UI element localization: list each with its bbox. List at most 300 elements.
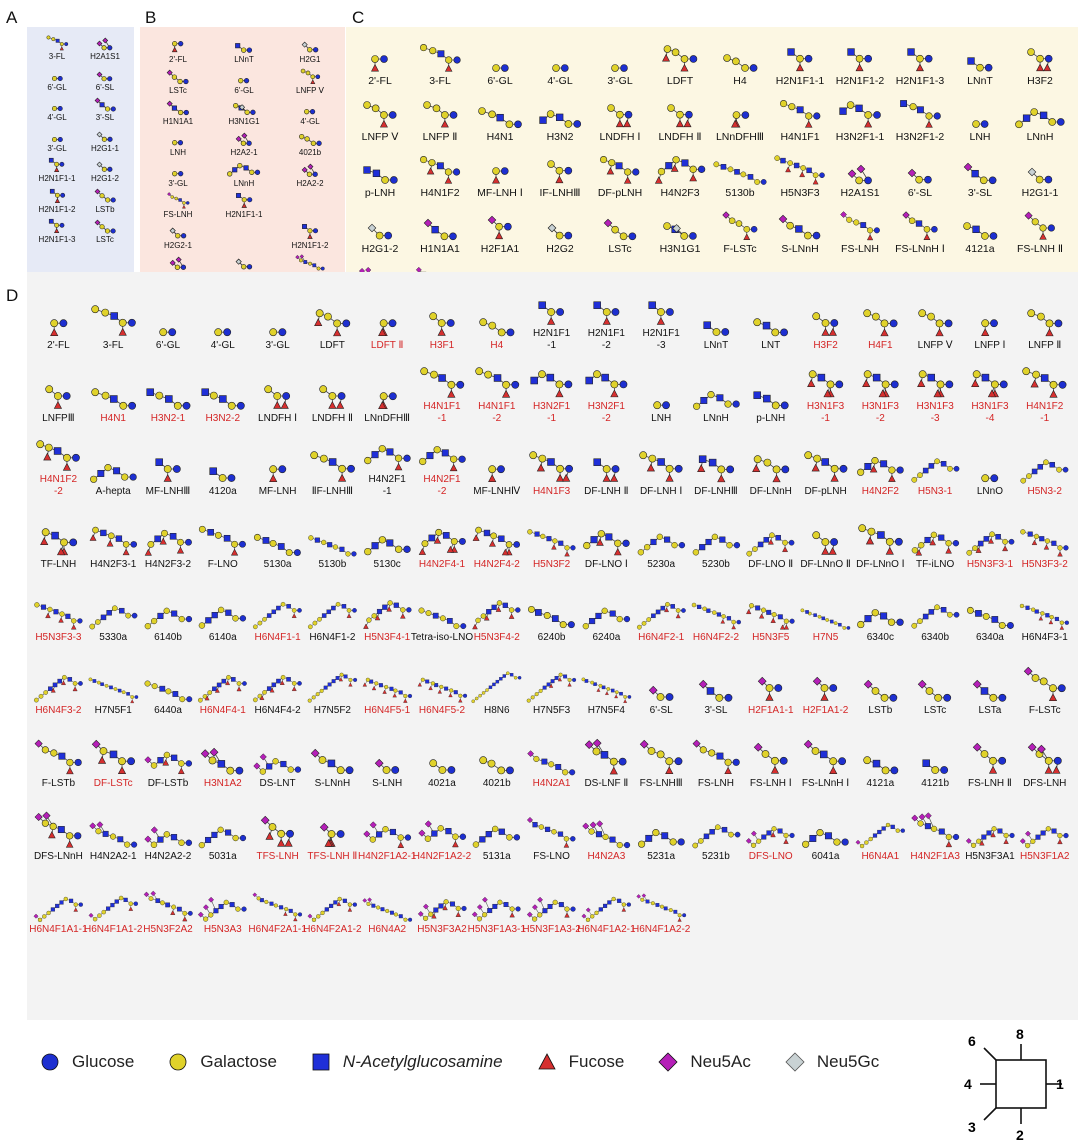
galactose-symbol bbox=[376, 906, 380, 910]
glycan-label: LNFPⅢ bbox=[42, 412, 75, 424]
galactose-symbol bbox=[437, 826, 443, 832]
galactose-symbol bbox=[556, 232, 563, 239]
glycan-label: H1N1A1 bbox=[162, 116, 194, 126]
galactose-symbol bbox=[593, 371, 600, 378]
galactose-symbol bbox=[476, 527, 482, 533]
glycan-cell bbox=[31, 716, 86, 789]
glucose-symbol bbox=[183, 402, 190, 409]
fucose-symbol bbox=[107, 541, 113, 547]
glcnac-symbol bbox=[504, 902, 509, 907]
glycan-structure bbox=[772, 153, 827, 187]
glycan-cell bbox=[86, 570, 141, 643]
glycan-cell bbox=[1017, 497, 1072, 570]
galactose-symbol bbox=[475, 367, 482, 374]
glycan-label: 3'-GL bbox=[607, 74, 633, 87]
glcnac-symbol bbox=[929, 464, 934, 469]
glycan-structure bbox=[905, 166, 935, 187]
glycan-structure bbox=[660, 219, 700, 243]
neu5ac-symbol bbox=[308, 164, 313, 169]
fucose-symbol bbox=[684, 120, 691, 127]
glucose-symbol bbox=[316, 141, 321, 146]
glycan-label: H3N2-2 bbox=[205, 412, 241, 424]
glycan-label: H5N3F3-3 bbox=[35, 631, 82, 643]
galactose-symbol bbox=[105, 198, 109, 202]
glycan-structure bbox=[536, 107, 584, 131]
glycan-label: FS-LNnH Ⅰ bbox=[895, 242, 945, 255]
linkage-key-2: 2 bbox=[1016, 1127, 1024, 1143]
galactose-symbol bbox=[242, 197, 246, 201]
glycan-label: LNFP Ⅴ bbox=[361, 130, 399, 143]
galactose-symbol bbox=[458, 694, 462, 698]
glcnac-symbol bbox=[882, 827, 886, 831]
glycan-cell bbox=[415, 716, 470, 789]
glucose-symbol bbox=[831, 319, 838, 326]
galactose-symbol bbox=[374, 681, 378, 685]
glucose-symbol bbox=[1054, 757, 1061, 764]
glycan-cell bbox=[853, 789, 908, 862]
glcnac-symbol bbox=[734, 169, 739, 174]
glcnac-symbol bbox=[542, 759, 547, 764]
glcnac-symbol bbox=[373, 170, 380, 177]
panel-c bbox=[346, 27, 1078, 275]
glycan-structure bbox=[33, 437, 83, 474]
glycan-cell bbox=[415, 424, 470, 497]
galactose-symbol bbox=[105, 107, 109, 111]
galactose-circle-icon bbox=[168, 1052, 188, 1072]
fucose-symbol bbox=[771, 767, 778, 774]
glcnac-symbol bbox=[302, 224, 306, 228]
glycan-cell bbox=[31, 278, 86, 351]
glycan-label: FS-LNH Ⅱ bbox=[968, 777, 1012, 789]
galactose-symbol bbox=[911, 624, 916, 629]
glcnac-symbol bbox=[381, 908, 385, 912]
glycan-label: H6N4F1-2 bbox=[309, 631, 356, 643]
neu5ac-symbol bbox=[367, 898, 371, 902]
galactose-symbol bbox=[55, 162, 59, 166]
legend-neu5gc-label: Neu5Gc bbox=[816, 1052, 880, 1071]
galactose-symbol bbox=[911, 478, 916, 483]
glycan-structure bbox=[196, 673, 249, 705]
galactose-symbol bbox=[772, 827, 777, 832]
galactose-symbol bbox=[104, 464, 111, 471]
galactose-symbol bbox=[384, 685, 388, 689]
galactose-symbol bbox=[642, 621, 646, 625]
fucose-symbol bbox=[382, 690, 386, 694]
galactose-symbol bbox=[95, 619, 100, 624]
glycan-structure bbox=[306, 600, 359, 631]
galactose-symbol bbox=[425, 836, 431, 842]
glcnac-symbol bbox=[110, 395, 117, 402]
galactose-symbol bbox=[638, 550, 644, 556]
glucose-symbol bbox=[458, 455, 465, 462]
galactose-symbol bbox=[549, 761, 555, 767]
fucose-symbol bbox=[617, 120, 624, 127]
neu5ac-symbol bbox=[919, 814, 925, 820]
galactose-symbol bbox=[888, 619, 895, 626]
glycan-structure bbox=[635, 600, 688, 632]
galactose-symbol bbox=[71, 618, 76, 623]
glycan-label: H4N2F3-2 bbox=[144, 558, 192, 570]
fucose-symbol bbox=[417, 683, 421, 687]
glcnac-symbol bbox=[329, 904, 333, 908]
galactose-symbol bbox=[42, 914, 46, 918]
galactose-symbol bbox=[595, 911, 599, 915]
glcnac-symbol bbox=[377, 609, 382, 614]
glcnac-symbol bbox=[304, 260, 307, 263]
glycan-structure bbox=[306, 533, 359, 559]
glcnac-symbol bbox=[540, 117, 547, 124]
glycan-structure bbox=[299, 67, 322, 86]
glycan-cell bbox=[470, 199, 530, 255]
neu5ac-symbol bbox=[532, 904, 537, 909]
glycan-label: LSTb bbox=[95, 204, 115, 214]
glycan-label: 5330a bbox=[99, 631, 128, 643]
fucose-symbol bbox=[821, 694, 828, 701]
glycan-cell bbox=[908, 716, 963, 789]
galactose-symbol bbox=[125, 613, 130, 618]
neu5ac-symbol bbox=[1026, 831, 1031, 836]
glycan-structure bbox=[472, 364, 522, 401]
fucose-symbol bbox=[867, 235, 873, 240]
glucose-symbol bbox=[511, 381, 518, 388]
galactose-symbol bbox=[716, 694, 723, 701]
fucose-symbol bbox=[698, 465, 705, 472]
galactose-symbol bbox=[304, 136, 309, 141]
glycan-label: H4N1 bbox=[100, 412, 126, 424]
glcnac-symbol bbox=[212, 832, 218, 838]
glycan-label: FS-LNHⅢ bbox=[639, 777, 683, 789]
glucose-symbol bbox=[925, 55, 932, 62]
glycan-label: H5N3F3-2 bbox=[1021, 558, 1068, 570]
galactose-symbol bbox=[478, 107, 485, 114]
fucose-symbol bbox=[866, 537, 873, 544]
galactose-symbol bbox=[99, 194, 103, 198]
glcnac-symbol bbox=[700, 397, 706, 403]
glucose-symbol bbox=[991, 319, 998, 326]
glcnac-symbol bbox=[496, 680, 499, 683]
glucose-symbol bbox=[954, 613, 959, 618]
glcnac-symbol bbox=[593, 682, 596, 685]
galactose-symbol bbox=[263, 691, 267, 695]
glycan-structure bbox=[306, 895, 359, 924]
glycan-cell bbox=[31, 351, 86, 424]
glycan-label: A-hepta bbox=[95, 485, 131, 497]
glycan-structure bbox=[750, 388, 792, 413]
glcnac-symbol bbox=[450, 902, 455, 907]
galactose-symbol bbox=[336, 603, 340, 607]
galactose-symbol bbox=[541, 534, 546, 539]
glcnac-symbol bbox=[281, 761, 287, 767]
glucose-symbol bbox=[389, 392, 396, 399]
fucose-symbol bbox=[386, 607, 391, 612]
galactose-symbol bbox=[420, 156, 427, 163]
glycan-label: 3'-SL bbox=[95, 113, 115, 123]
glucose-symbol bbox=[179, 141, 184, 146]
galactose-symbol bbox=[732, 58, 739, 65]
galactose-symbol bbox=[657, 751, 664, 758]
fucose-triangle-icon bbox=[537, 1052, 557, 1072]
galactose-symbol bbox=[42, 528, 49, 535]
glycan-structure bbox=[93, 187, 118, 205]
glcnac-symbol bbox=[376, 831, 382, 837]
glucose-symbol bbox=[698, 166, 705, 173]
glycan-label: LNFP Ⅴ bbox=[296, 85, 324, 95]
glcnac-symbol bbox=[333, 900, 337, 904]
glcnac-symbol bbox=[287, 678, 291, 682]
fucose-symbol bbox=[1058, 839, 1063, 844]
galactose-symbol bbox=[976, 839, 981, 844]
glycan-label: H7N5 bbox=[812, 631, 839, 643]
glycan-grid-d bbox=[31, 278, 1072, 935]
galactose-symbol bbox=[481, 613, 486, 618]
glycan-cell bbox=[86, 716, 141, 789]
galactose-symbol bbox=[102, 46, 106, 50]
galactose-symbol bbox=[582, 678, 585, 681]
fucose-symbol bbox=[61, 681, 65, 685]
glucose-symbol bbox=[1045, 176, 1052, 183]
glycan-label: LNnO bbox=[976, 485, 1003, 497]
fucose-symbol bbox=[563, 475, 570, 482]
glycan-grid-c bbox=[350, 31, 1070, 311]
glycan-structure bbox=[475, 104, 525, 131]
fucose-symbol bbox=[74, 907, 78, 911]
galactose-symbol bbox=[857, 469, 864, 476]
galactose-symbol bbox=[1031, 108, 1038, 115]
glcnac-symbol bbox=[50, 220, 54, 224]
glycan-cell bbox=[770, 87, 830, 143]
glcnac-symbol bbox=[66, 614, 71, 619]
galactose-symbol bbox=[821, 684, 828, 691]
glycan-structure bbox=[728, 108, 752, 131]
glucose-symbol bbox=[59, 319, 66, 326]
galactose-symbol bbox=[692, 603, 696, 607]
glcnac-symbol bbox=[344, 675, 348, 679]
glycan-structure bbox=[1021, 664, 1069, 705]
fucose-symbol bbox=[731, 625, 735, 629]
neu5ac-symbol bbox=[103, 38, 108, 43]
glucose-symbol bbox=[405, 834, 411, 840]
galactose-symbol bbox=[419, 458, 426, 465]
galactose-symbol bbox=[872, 610, 879, 617]
glcnac-symbol bbox=[106, 907, 110, 911]
fucose-symbol bbox=[98, 756, 105, 763]
glcnac-symbol bbox=[329, 459, 336, 466]
glcnac-symbol bbox=[327, 610, 331, 614]
glucose-symbol bbox=[633, 169, 640, 176]
glycan-label: 5231b bbox=[702, 850, 730, 862]
glycan-label: H7N5F3 bbox=[532, 704, 571, 716]
glcnac-symbol bbox=[722, 827, 727, 832]
glucose-symbol bbox=[805, 55, 812, 62]
galactose-symbol bbox=[601, 156, 608, 163]
galactose-symbol bbox=[199, 842, 205, 848]
glycan-label: H2G1-1 bbox=[1021, 186, 1059, 199]
galactose-symbol bbox=[48, 607, 53, 612]
glycan-label: H3N2F1 -1 bbox=[532, 401, 571, 424]
glucose-symbol bbox=[498, 465, 505, 472]
glycan-label: 4'-GL bbox=[300, 116, 320, 126]
galactose-symbol bbox=[707, 391, 714, 398]
galactose-symbol bbox=[475, 697, 478, 700]
fucose-symbol bbox=[946, 842, 952, 847]
glcnac-symbol bbox=[442, 449, 448, 455]
glycan-label: 4121a bbox=[965, 242, 995, 255]
glycan-label: LDFT bbox=[666, 74, 694, 87]
galactose-symbol bbox=[640, 452, 647, 459]
glcnac-symbol bbox=[776, 535, 781, 540]
glucose-symbol bbox=[789, 540, 794, 545]
fucose-symbol bbox=[434, 538, 440, 544]
glycan-structure bbox=[489, 61, 512, 75]
glcnac-symbol bbox=[1023, 114, 1030, 121]
glycan-label: 5130b bbox=[318, 558, 347, 570]
glycan-cell bbox=[634, 643, 689, 716]
glycan-cell bbox=[250, 351, 305, 424]
glucose-symbol bbox=[248, 48, 253, 53]
glycan-structure bbox=[755, 674, 786, 704]
glycan-cell bbox=[770, 199, 830, 255]
glucose-symbol bbox=[732, 759, 739, 766]
galactose-symbol bbox=[846, 217, 852, 223]
galactose-symbol bbox=[889, 467, 896, 474]
galactose-symbol bbox=[74, 902, 78, 906]
glucose-symbol bbox=[813, 232, 820, 239]
galactose-symbol bbox=[119, 402, 126, 409]
glycan-structure bbox=[251, 600, 304, 631]
glcnac-symbol bbox=[923, 468, 928, 473]
glcnac-symbol bbox=[382, 605, 387, 610]
glycan-label: H2F1A1 bbox=[480, 242, 520, 255]
galactose-symbol bbox=[60, 611, 65, 616]
glycan-structure bbox=[266, 325, 290, 339]
glycan-cell bbox=[1017, 351, 1072, 424]
galactose-symbol bbox=[258, 621, 262, 625]
glycan-structure bbox=[527, 367, 576, 401]
galactose-symbol bbox=[638, 841, 645, 848]
fucose-symbol bbox=[676, 120, 683, 127]
galactose-symbol bbox=[982, 319, 989, 326]
glycan-label: H6N4F1A2-2 bbox=[631, 923, 691, 935]
glcnac-symbol bbox=[585, 679, 588, 682]
galactose-symbol bbox=[321, 540, 326, 545]
glycan-cell bbox=[86, 862, 141, 935]
glcnac-symbol bbox=[543, 908, 548, 913]
galactose-symbol bbox=[1020, 604, 1024, 608]
glucose-symbol bbox=[990, 232, 997, 239]
glucose-symbol bbox=[236, 767, 243, 774]
glcnac-symbol bbox=[170, 533, 176, 539]
legend-glcnac-label: N-Acetylglucosamine bbox=[342, 1052, 503, 1071]
glcnac-symbol bbox=[480, 837, 486, 843]
galactose-symbol bbox=[1003, 833, 1008, 838]
glycan-structure bbox=[694, 452, 737, 486]
glycan-structure bbox=[720, 209, 760, 243]
galactose-symbol bbox=[972, 546, 977, 551]
glcnac-symbol bbox=[646, 900, 649, 903]
fucose-symbol bbox=[282, 402, 289, 409]
glcnac-symbol bbox=[1055, 617, 1059, 621]
glycan-cell bbox=[908, 497, 963, 570]
galactose-symbol bbox=[479, 694, 482, 697]
glcnac-symbol bbox=[390, 911, 394, 915]
glycan-cell bbox=[743, 278, 798, 351]
galactose-symbol bbox=[286, 549, 292, 555]
glycan-cell bbox=[650, 31, 710, 87]
glcnac-symbol bbox=[437, 163, 443, 169]
glcnac-symbol bbox=[929, 610, 934, 615]
legend-galactose bbox=[168, 1052, 277, 1072]
glcnac-symbol bbox=[486, 831, 492, 837]
galactose-symbol bbox=[395, 546, 402, 553]
linkage-key-4: 4 bbox=[964, 1076, 972, 1092]
glycan-cell bbox=[524, 424, 579, 497]
glycan-label: LNFP Ⅰ bbox=[974, 339, 1006, 351]
glucose-symbol bbox=[750, 64, 757, 71]
fucose-symbol bbox=[337, 402, 344, 409]
glycan-structure bbox=[261, 382, 293, 412]
galactose-symbol bbox=[316, 914, 320, 918]
glycan-label: H2A1S1 bbox=[840, 186, 880, 199]
glcnac-symbol bbox=[493, 904, 498, 909]
glycan-cell bbox=[853, 351, 908, 424]
galactose-symbol bbox=[602, 607, 608, 613]
glycan-label: H4N2F2 bbox=[861, 485, 899, 497]
panel-letter-d: D bbox=[6, 286, 19, 305]
fucose-symbol bbox=[292, 687, 296, 691]
glucose-symbol bbox=[1007, 622, 1013, 628]
fucose-symbol bbox=[1044, 544, 1049, 549]
glycan-structure bbox=[652, 153, 708, 187]
glcnac-symbol bbox=[551, 680, 555, 684]
legend-neu5ac-label: Neu5Ac bbox=[690, 1052, 751, 1071]
glcnac-symbol bbox=[97, 470, 103, 476]
glycan-cell bbox=[798, 278, 853, 351]
glycan-cell bbox=[305, 497, 360, 570]
glucose-symbol bbox=[298, 682, 302, 686]
galactose-symbol bbox=[160, 329, 167, 336]
glycan-structure bbox=[170, 39, 185, 54]
glycan-cell bbox=[524, 351, 579, 424]
glucose-symbol bbox=[279, 329, 286, 336]
galactose-symbol bbox=[784, 618, 789, 623]
glycan-cell bbox=[410, 570, 474, 643]
glycan-structure bbox=[421, 216, 460, 243]
glcnac-symbol bbox=[340, 547, 345, 552]
glycan-cell bbox=[81, 123, 129, 154]
galactose-symbol bbox=[857, 621, 864, 628]
galactose-symbol bbox=[423, 101, 430, 108]
galactose-symbol bbox=[497, 600, 502, 605]
glycan-structure bbox=[801, 737, 849, 778]
galactose-symbol bbox=[886, 823, 890, 827]
glycan-cell bbox=[33, 123, 81, 154]
panel-d bbox=[27, 272, 1078, 1020]
glcnac-symbol bbox=[559, 541, 564, 546]
fucose-symbol bbox=[452, 842, 458, 848]
glucose-symbol bbox=[685, 111, 692, 118]
fucose-symbol bbox=[363, 683, 367, 687]
fucose-symbol bbox=[603, 317, 610, 324]
glcnac-symbol bbox=[454, 691, 458, 695]
glycan-cell bbox=[524, 278, 579, 351]
galactose-symbol bbox=[270, 540, 276, 546]
glycan-cell bbox=[689, 789, 744, 862]
glucose-symbol bbox=[353, 678, 357, 682]
glycan-cell bbox=[634, 570, 689, 643]
glucose-symbol bbox=[991, 475, 998, 482]
galactose-symbol bbox=[38, 918, 42, 922]
glucose-symbol bbox=[780, 757, 787, 764]
